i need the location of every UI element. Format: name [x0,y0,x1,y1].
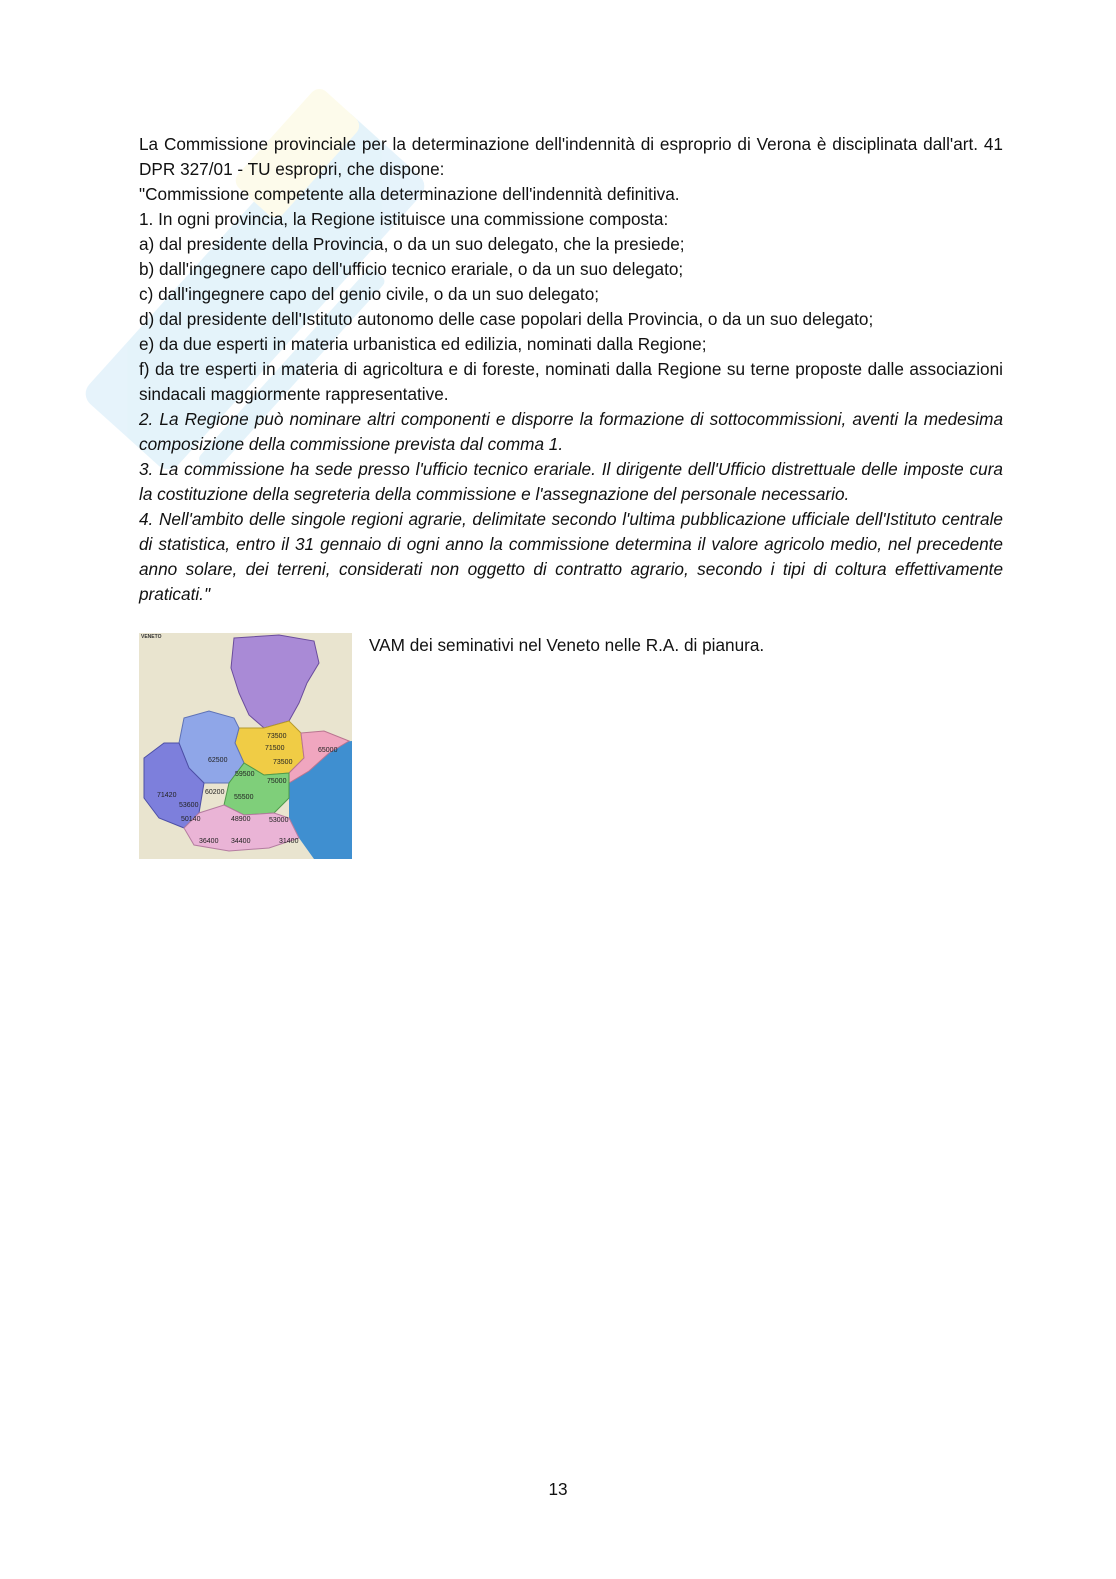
map-value-label: 36400 [199,838,219,845]
map-value-label: 50140 [181,816,201,823]
map-value-label: 48900 [231,816,251,823]
map-value-label: 31400 [279,838,299,845]
figure-caption: VAM dei seminativi nel Veneto nelle R.A. di pianura. [369,635,765,655]
veneto-map-image [139,633,352,859]
map-value-label: 53000 [269,817,289,824]
map-value-label: 75000 [267,778,287,785]
map-region-belluno [231,635,319,728]
map-value-label: 53600 [179,802,199,809]
map-value-label: 73500 [273,759,293,766]
figure [139,633,1003,859]
map-value-label: 62500 [208,757,228,764]
list-item-c: c) dall'ingegnere capo del genio civile, o da un suo delegato; [139,284,600,304]
paragraph-intro: La Commissione provinciale per la determinazione dell'indennità di esproprio di Verona è disciplinata dall'art. 41 DPR 327/01 - TU espropri, che dispone: [139,134,1003,179]
page-number: 13 [548,1479,568,1499]
map-value-label: 60200 [205,789,225,796]
list-item-f: f) da tre esperti in materia di agricoltura e di foreste, nominati dalla Regione su terne proposte dalle associazioni sindacali maggiormente rappresentative. [139,359,1003,404]
paragraph-comma-3: 3. La commissione ha sede presso l'ufficio tecnico erariale. Il dirigente dell'Ufficio distrettuale delle imposte cura la costituzione della segreteria della commissione e l'assegnazione del personale necessario. [139,459,1003,504]
map-value-label: 71500 [265,745,285,752]
map-value-label: 65000 [318,747,338,754]
list-item-b: b) dall'ingegnere capo dell'ufficio tecnico erariale, o da un suo delegato; [139,259,684,279]
list-item-a: a) dal presidente della Provincia, o da un suo delegato, che la presiede; [139,234,685,254]
paragraph-heading: "Commissione competente alla determinazione dell'indennità definitiva. [139,184,680,204]
map-value-label: 59500 [235,771,255,778]
map-value-label: 71420 [157,792,177,799]
paragraph-comma-4: 4. Nell'ambito delle singole regioni agrarie, delimitate secondo l'ultima pubblicazione ufficiale dell'Istituto centrale di statistica, entro il 31 gennaio di ogni anno la commissione determina il valore agricolo medio, nel precedente anno solare, dei terreni, considerati non oggetto di contratto agrario, secondo i tipi di coltura effettivamente praticati." [139,509,1003,604]
map-value-label: 73500 [267,733,287,740]
paragraph-comma-1: 1. In ogni provincia, la Regione istituisce una commissione composta: [139,209,669,229]
map-title: VENETO [141,634,162,640]
map-value-label: 34400 [231,838,251,845]
list-item-d: d) dal presidente dell'Istituto autonomo delle case popolari della Provincia, o da un suo delegato; [139,309,874,329]
list-item-e: e) da due esperti in materia urbanistica ed edilizia, nominati dalla Regione; [139,334,707,354]
map-value-label: 55500 [234,794,254,801]
document-body [139,132,1003,607]
paragraph-comma-2: 2. La Regione può nominare altri componenti e disporre la formazione di sottocommissioni, aventi la medesima composizione della commissione prevista dal comma 1. [139,409,1003,454]
